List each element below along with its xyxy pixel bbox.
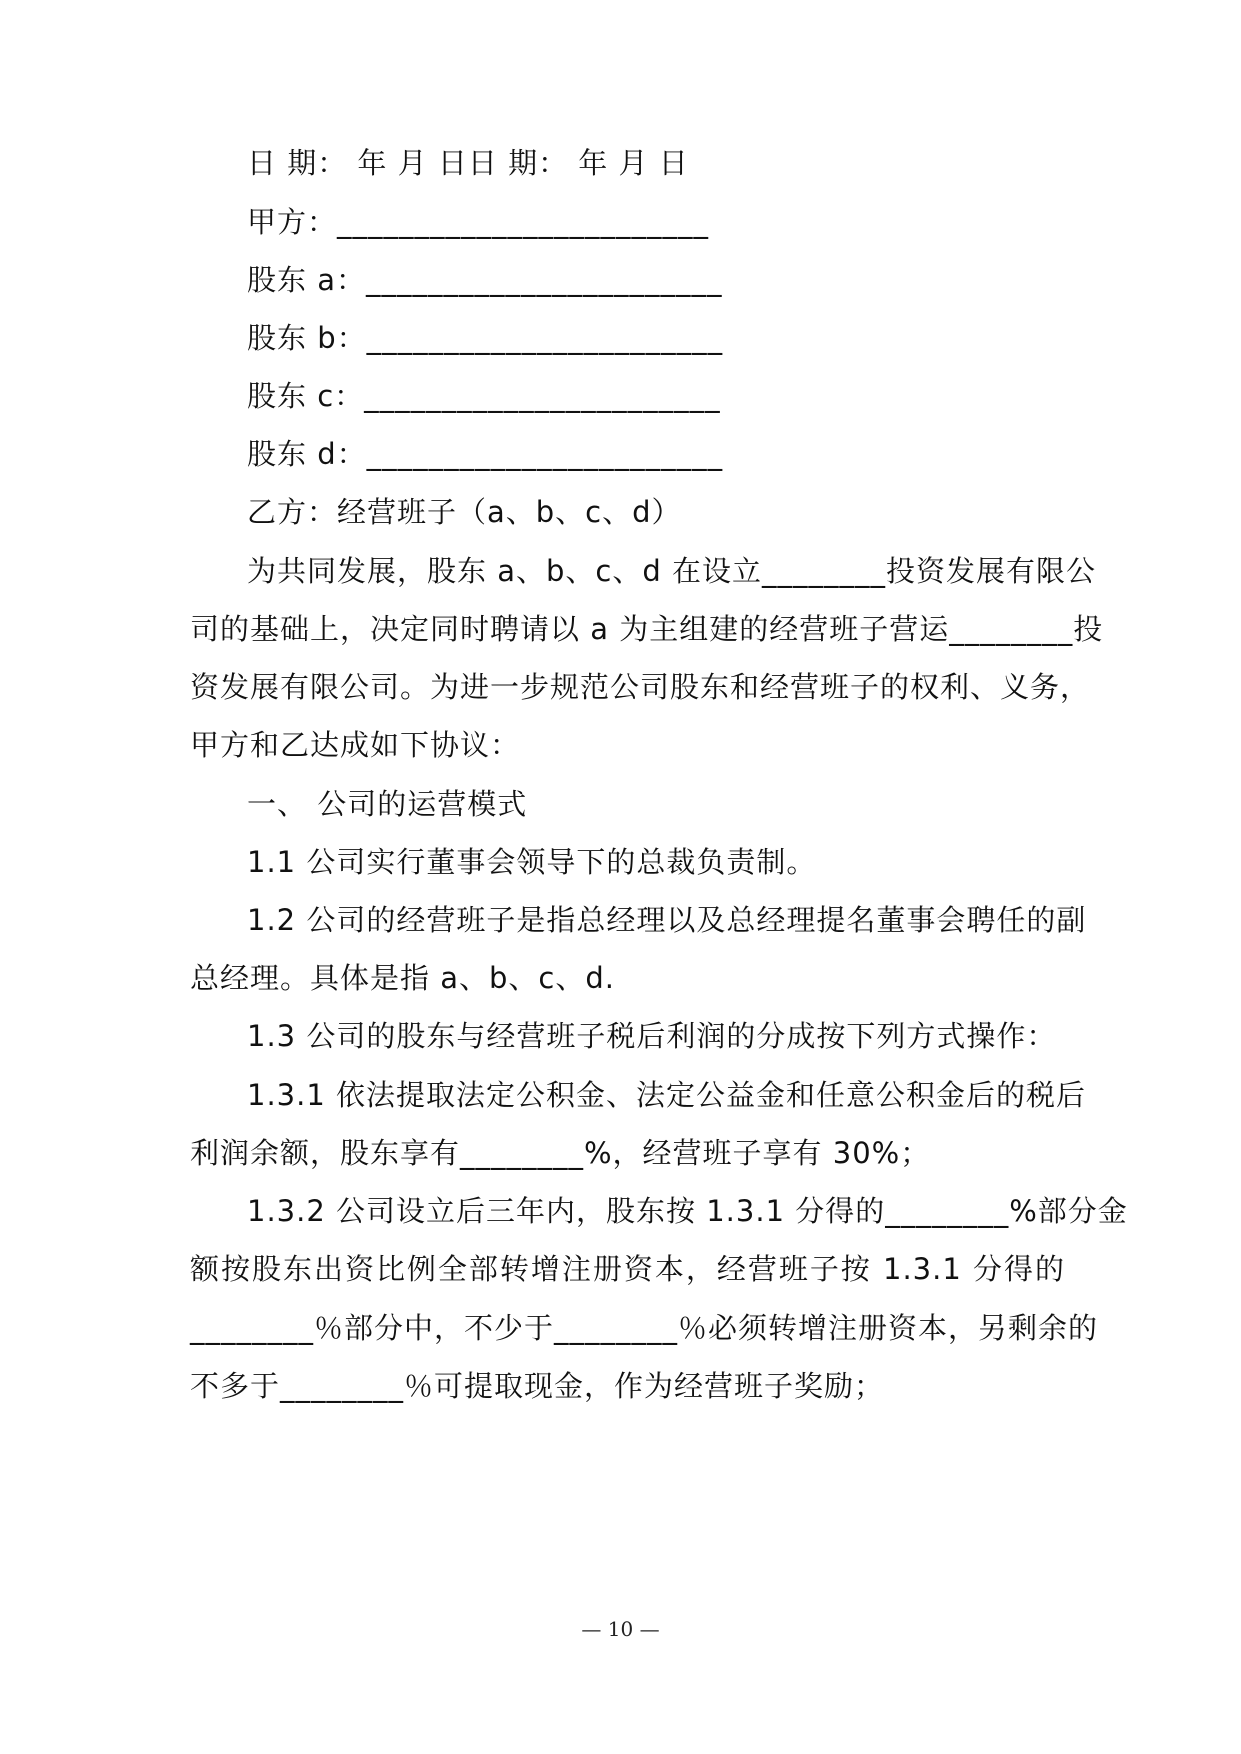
clause-1-2: 1.2 公司的经营班子是指总经理以及总经理提名董事会聘任的副 (247, 903, 1087, 937)
clause-1-3-1: 1.3.1 依法提取法定公积金、法定公益金和任意公积金后的税后 (247, 1078, 1087, 1112)
clause-1-3-2-cont: ________％部分中，不少于________％必须转增注册资本，另剩余的 (190, 1311, 1099, 1345)
paragraph-line: 为共同发展，股东 a、b、c、d 在设立________投资发展有限公 (247, 554, 1096, 588)
clause-1-2-cont: 总经理。具体是指 a、b、c、d. (190, 961, 615, 995)
clause-1-3-2-cont: 额按股东出资比例全部转增注册资本，经营班子按 1.3.1 分得的 (190, 1252, 1065, 1286)
shareholder-d-line: 股东 d：_______________________ (247, 437, 724, 471)
shareholder-b-line: 股东 b：_______________________ (247, 321, 724, 355)
paragraph-line: 司的基础上，决定同时聘请以 a 为主组建的经营班子营运________投 (190, 612, 1104, 646)
shareholder-a-line: 股东 a：_______________________ (247, 263, 723, 297)
clause-1-3: 1.3 公司的股东与经营班子税后利润的分成按下列方式操作： (247, 1019, 1057, 1053)
paragraph-line: 甲方和乙达成如下协议： (190, 728, 521, 762)
clause-1-3-2: 1.3.2 公司设立后三年内，股东按 1.3.1 分得的________%部分金 (247, 1194, 1128, 1228)
party-b-line: 乙方：经营班子（a、b、c、d） (247, 495, 682, 529)
page-number: — 10 — (581, 1617, 660, 1641)
clause-1-1: 1.1 公司实行董事会领导下的总裁负责制。 (247, 845, 817, 879)
date-line: 日 期： 年 月 日日 期： 年 月 日 (247, 146, 689, 180)
paragraph-line: 资发展有限公司。为进一步规范公司股东和经营班子的权利、义务， (190, 670, 1091, 704)
clause-1-3-2-cont: 不多于________％可提取现金，作为经营班子奖励； (190, 1369, 885, 1403)
shareholder-c-line: 股东 c：_______________________ (247, 379, 721, 413)
clause-1-3-1-cont: 利润余额，股东享有________%，经营班子享有 30%； (190, 1136, 931, 1170)
section-heading: 一、 公司的运营模式 (247, 787, 528, 821)
party-a-line: 甲方：________________________ (247, 205, 710, 239)
